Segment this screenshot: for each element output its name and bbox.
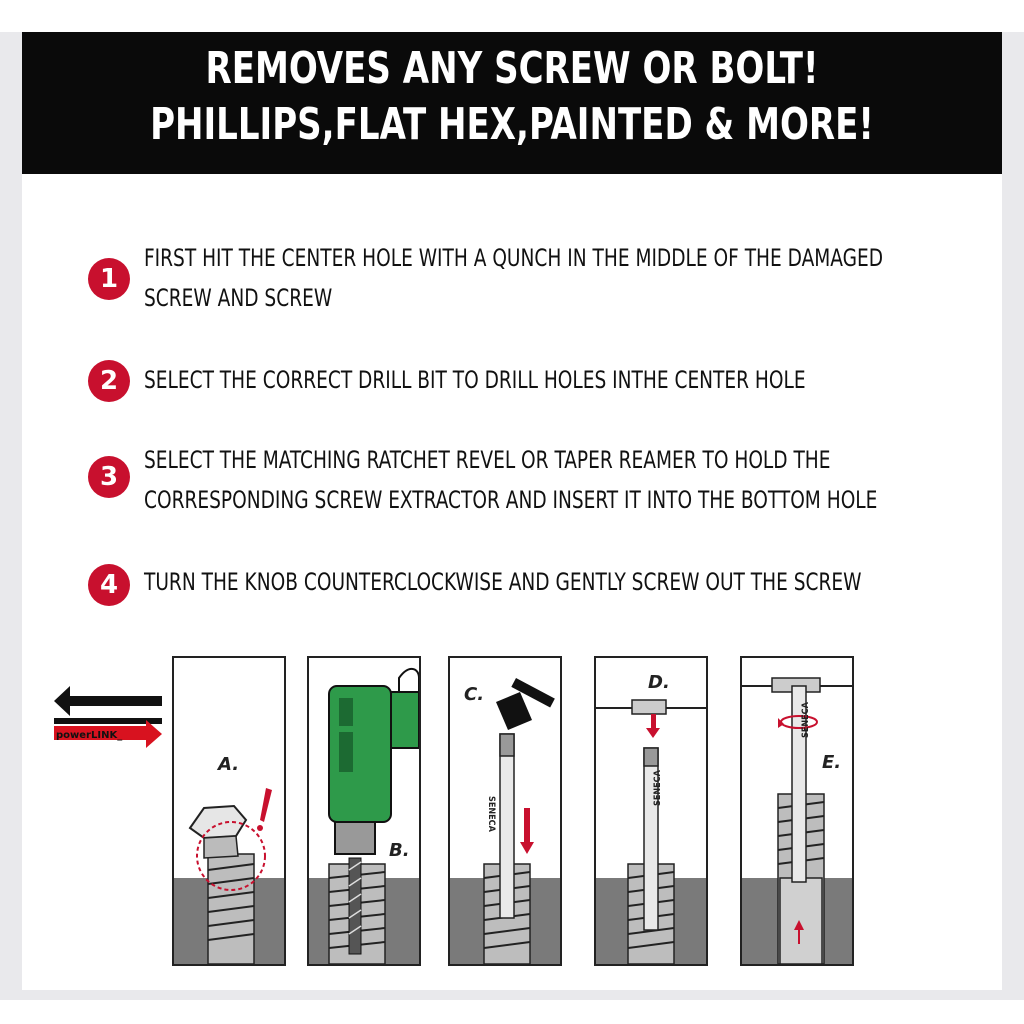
step-3 (88, 440, 968, 524)
step-1-text (144, 238, 918, 318)
panel-c (448, 656, 562, 966)
panel-b (307, 656, 421, 966)
step-4-line-1: TURN THE KNOB COUNTERCLOCKWISE AND GENTLY SCREW OUT THE SCREW (144, 568, 862, 596)
watermark-text: powerLINK_ (56, 730, 123, 741)
panel-b-label: B. (389, 840, 410, 861)
panel-a (172, 656, 286, 966)
panel-d (594, 656, 708, 966)
panel-a-illustration (174, 658, 284, 964)
panel-d-illustration (596, 658, 706, 964)
step-2 (88, 360, 968, 402)
panel-c-label: C. (464, 684, 485, 705)
step-4 (88, 562, 968, 604)
panel-b-illustration (309, 658, 419, 964)
panel-e (740, 656, 854, 966)
step-3-line-1: SELECT THE MATCHING RATCHET REVEL OR TAPER REAMER TO HOLD THE (144, 446, 831, 474)
panel-e-tool-brand: SENECA (801, 702, 811, 738)
step-4-badge: 4 (88, 564, 130, 606)
step-1-line-1: FIRST HIT THE CENTER HOLE WITH A QUNCH IN THE MIDDLE OF THE DAMAGED (144, 244, 884, 272)
step-2-text (144, 360, 918, 400)
header-title-line1: REMOVES ANY SCREW OR BOLT! (205, 43, 819, 94)
step-1-badge: 1 (88, 258, 130, 300)
panel-d-label: D. (648, 672, 670, 693)
header-banner (22, 32, 1002, 174)
panel-e-label: E. (822, 752, 842, 773)
step-3-line-2: CORRESPONDING SCREW EXTRACTOR AND INSERT IT INTO THE BOTTOM HOLE (144, 486, 878, 514)
header-title-line2: PHILLIPS,FLAT HEX,PAINTED & MORE! (150, 99, 874, 150)
step-2-badge: 2 (88, 360, 130, 402)
panel-c-tool-brand: SENECA (486, 796, 496, 832)
step-3-text (144, 440, 918, 520)
step-4-text (144, 562, 918, 602)
panel-e-illustration (742, 658, 852, 964)
step-2-line-1: SELECT THE CORRECT DRILL BIT TO DRILL HOLES INTHE CENTER HOLE (144, 366, 806, 394)
panel-d-tool-brand: SENECA (653, 770, 663, 806)
panel-a-label: A. (218, 754, 240, 775)
step-3-badge: 3 (88, 456, 130, 498)
step-1-line-2: SCREW AND SCREW (144, 284, 333, 312)
step-1 (88, 238, 968, 322)
